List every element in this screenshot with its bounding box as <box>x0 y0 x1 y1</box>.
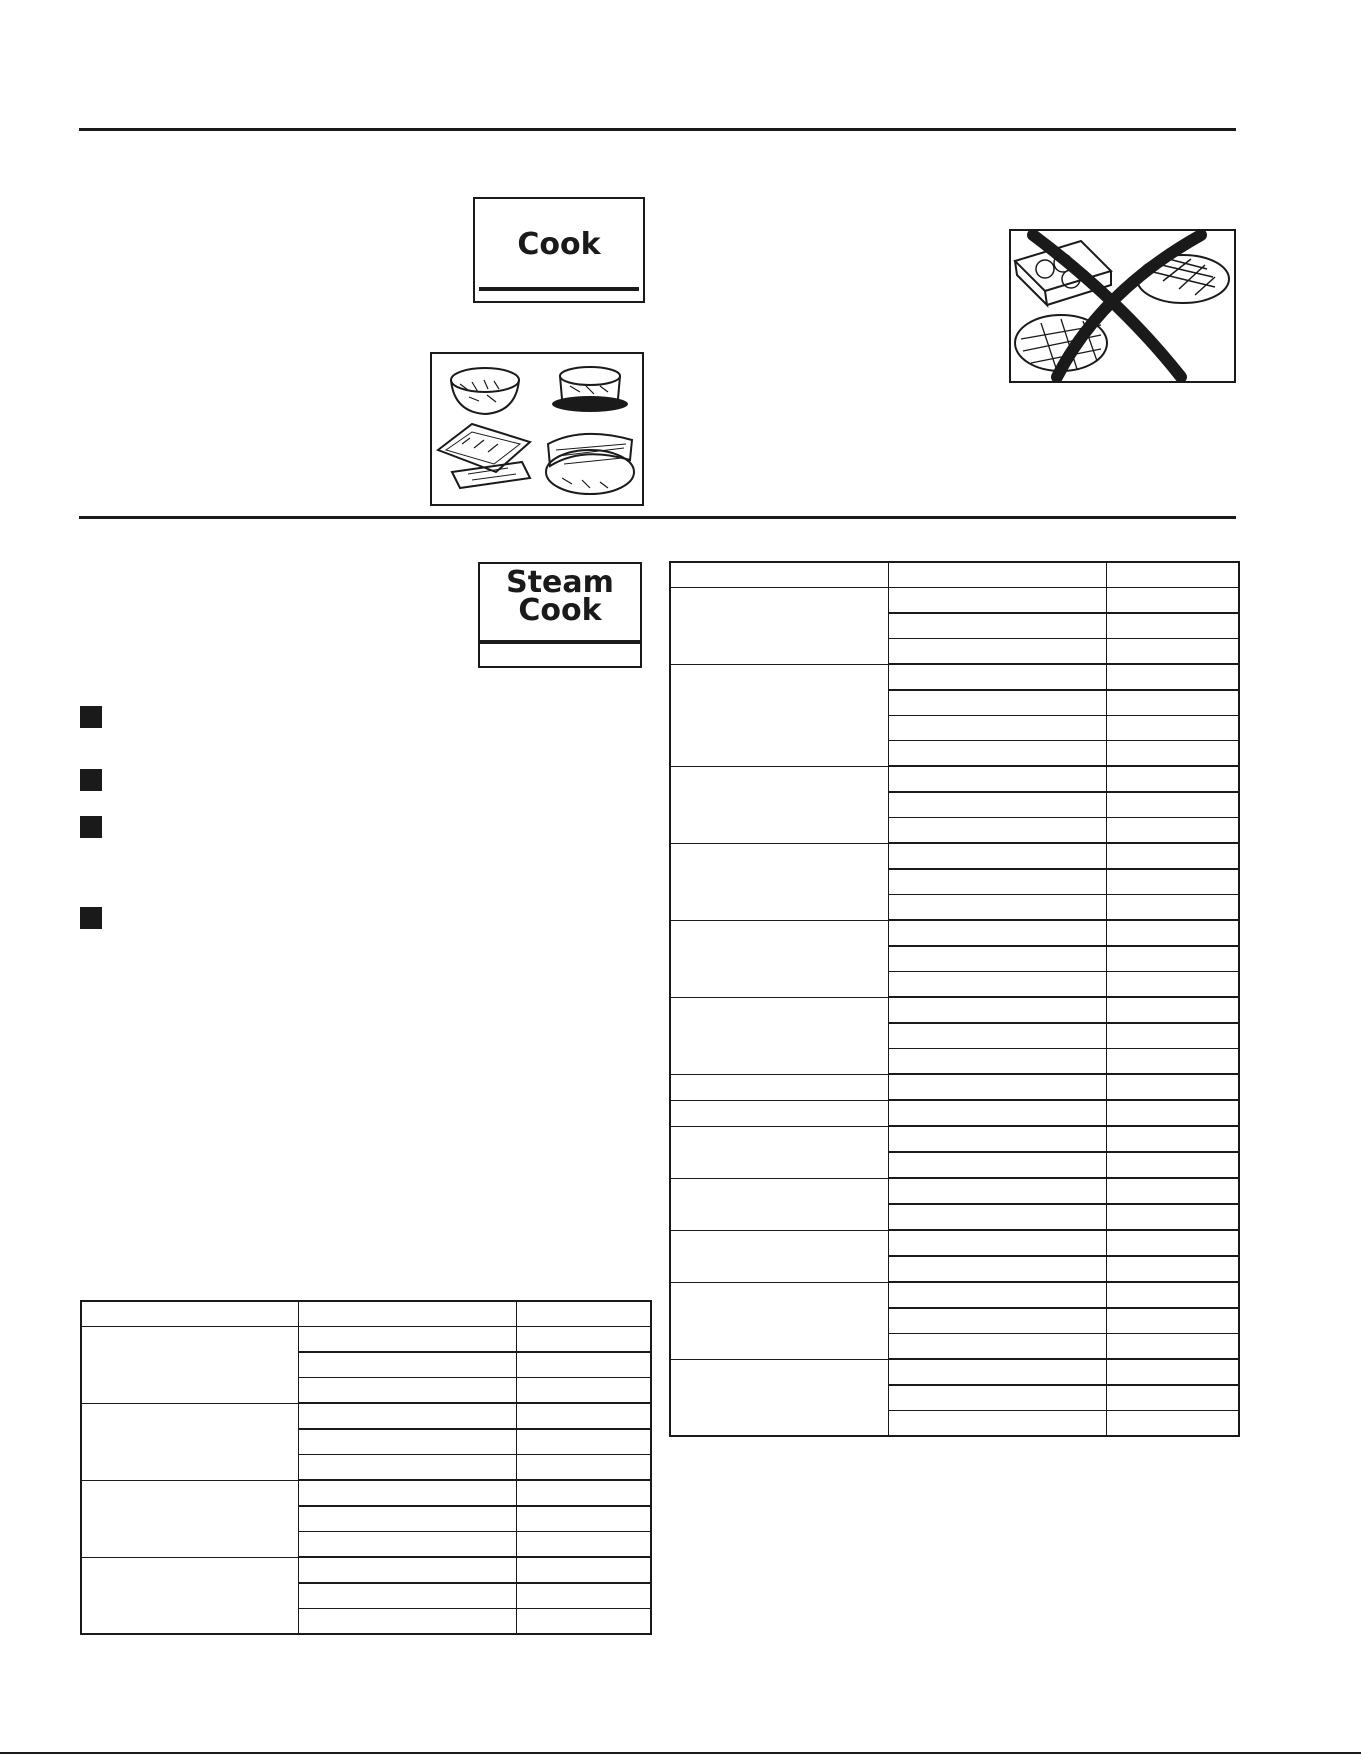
table-cell <box>1106 792 1239 818</box>
table-cell <box>1106 588 1239 614</box>
table-cell <box>1106 1230 1239 1256</box>
table-cell <box>1106 869 1239 895</box>
table-group-cell <box>670 664 888 766</box>
left-cooking-table <box>80 1300 652 1635</box>
table-row <box>670 1230 1239 1256</box>
table-cell <box>1106 639 1239 665</box>
table-group-cell <box>670 1178 888 1230</box>
table-cell <box>1106 1049 1239 1075</box>
right-cooking-table <box>669 561 1240 1437</box>
table-header-cell <box>888 562 1106 588</box>
table-group-cell <box>670 588 888 665</box>
table-cell <box>888 818 1106 844</box>
table-cell <box>888 1385 1106 1411</box>
table-row <box>670 843 1239 869</box>
table-cell <box>298 1506 516 1532</box>
table-cell <box>1106 818 1239 844</box>
table-group-cell <box>670 766 888 843</box>
table-row <box>670 664 1239 690</box>
table-group-cell <box>670 1230 888 1282</box>
table-row <box>670 1282 1239 1308</box>
table-cell <box>1106 741 1239 767</box>
table-row <box>670 1178 1239 1204</box>
table-row <box>81 1403 651 1429</box>
table-cell <box>298 1378 516 1404</box>
table-cell <box>888 639 1106 665</box>
table-row <box>81 1480 651 1506</box>
table-cell <box>298 1455 516 1481</box>
table-cell <box>888 1126 1106 1152</box>
table-group-cell <box>81 1557 298 1634</box>
table-cell <box>1106 920 1239 946</box>
table-cell <box>516 1378 651 1404</box>
table-cell <box>516 1557 651 1583</box>
table-cell <box>888 792 1106 818</box>
table-header-row <box>81 1301 651 1327</box>
table-header-cell <box>670 562 888 588</box>
containers-illustration <box>430 352 644 506</box>
table-cell <box>516 1609 651 1635</box>
table-group-cell <box>670 1126 888 1178</box>
table-cell <box>888 1204 1106 1230</box>
table-cell <box>888 1100 1106 1126</box>
table-cell <box>1106 1178 1239 1204</box>
table-cell <box>516 1480 651 1506</box>
table-cell <box>888 1411 1106 1437</box>
step-marker-1 <box>80 706 102 728</box>
table-cell <box>1106 1385 1239 1411</box>
table-cell <box>888 613 1106 639</box>
table-cell <box>1106 997 1239 1023</box>
table-cell <box>1106 1334 1239 1360</box>
table-cell <box>1106 1308 1239 1334</box>
table-cell <box>298 1352 516 1378</box>
bottom-rule <box>0 1752 1361 1754</box>
table-row <box>670 1359 1239 1385</box>
table-header-cell <box>81 1301 298 1327</box>
table-group-cell <box>670 843 888 920</box>
table-cell <box>888 920 1106 946</box>
table-cell <box>888 1178 1106 1204</box>
steam-cook-label-line2: Cook <box>518 593 602 628</box>
table-cell <box>1106 690 1239 716</box>
table-cell <box>298 1532 516 1558</box>
cook-button-bar <box>479 287 639 291</box>
table-group-cell <box>670 1100 888 1126</box>
table-row <box>670 920 1239 946</box>
step-marker-3 <box>80 816 102 838</box>
table-row <box>670 1074 1239 1100</box>
table-cell <box>298 1403 516 1429</box>
table-cell <box>1106 1100 1239 1126</box>
table-cell <box>1106 1204 1239 1230</box>
table-cell <box>888 1256 1106 1282</box>
table-row <box>670 588 1239 614</box>
table-cell <box>888 1359 1106 1385</box>
table-cell <box>516 1583 651 1609</box>
table-cell <box>888 1230 1106 1256</box>
table-cell <box>888 895 1106 921</box>
table-cell <box>888 664 1106 690</box>
table-group-cell <box>670 1074 888 1100</box>
table-cell <box>1106 1074 1239 1100</box>
table-header-cell <box>1106 562 1239 588</box>
table-header-cell <box>516 1301 651 1327</box>
table-cell <box>516 1352 651 1378</box>
table-cell <box>888 997 1106 1023</box>
table-cell <box>1106 843 1239 869</box>
table-cell <box>888 588 1106 614</box>
table-group-cell <box>670 920 888 997</box>
table-cell <box>888 1152 1106 1178</box>
table-cell <box>888 716 1106 741</box>
table-cell <box>516 1532 651 1558</box>
table-group-cell <box>670 1282 888 1359</box>
table-cell <box>888 869 1106 895</box>
table-group-cell <box>81 1403 298 1480</box>
table-cell <box>888 690 1106 716</box>
table-cell <box>516 1455 651 1481</box>
table-cell <box>298 1609 516 1635</box>
table-group-cell <box>670 997 888 1074</box>
table-cell <box>888 972 1106 998</box>
table-cell <box>1106 1282 1239 1308</box>
step-marker-4 <box>80 907 102 929</box>
table-cell <box>888 1049 1106 1075</box>
steam-cook-label-line1: Steam <box>506 565 614 600</box>
table-cell <box>516 1327 651 1353</box>
table-cell <box>1106 1152 1239 1178</box>
table-cell <box>1106 1023 1239 1049</box>
table-cell <box>1106 766 1239 792</box>
table-cell <box>888 1308 1106 1334</box>
section-rule <box>79 516 1236 519</box>
cook-button-label: Cook <box>517 227 601 262</box>
table-header-row <box>670 562 1239 588</box>
table-cell <box>516 1506 651 1532</box>
table-cell <box>516 1429 651 1455</box>
top-rule <box>79 128 1236 131</box>
no-bakeware-illustration <box>1009 229 1236 383</box>
table-cell <box>298 1480 516 1506</box>
table-cell <box>516 1403 651 1429</box>
table-cell <box>1106 1359 1239 1385</box>
table-cell <box>888 1074 1106 1100</box>
table-cell <box>888 1023 1106 1049</box>
cook-button[interactable] <box>473 197 645 303</box>
table-group-cell <box>81 1480 298 1557</box>
table-row <box>81 1327 651 1353</box>
table-row <box>670 997 1239 1023</box>
table-cell <box>888 1282 1106 1308</box>
table-cell <box>1106 716 1239 741</box>
table-cell <box>1106 972 1239 998</box>
table-cell <box>888 946 1106 972</box>
table-cell <box>298 1429 516 1455</box>
steam-cook-button-bar <box>480 640 640 644</box>
table-cell <box>298 1583 516 1609</box>
table-cell <box>1106 1126 1239 1152</box>
table-row <box>670 766 1239 792</box>
table-cell <box>298 1327 516 1353</box>
table-cell <box>1106 613 1239 639</box>
table-cell <box>888 741 1106 767</box>
step-marker-2 <box>80 769 102 791</box>
steam-cook-button[interactable] <box>478 562 642 668</box>
table-group-cell <box>81 1327 298 1404</box>
table-group-cell <box>670 1359 888 1436</box>
table-row <box>81 1557 651 1583</box>
table-header-cell <box>298 1301 516 1327</box>
table-cell <box>1106 1411 1239 1437</box>
table-cell <box>1106 946 1239 972</box>
table-row <box>670 1126 1239 1152</box>
table-cell <box>1106 664 1239 690</box>
table-cell <box>888 843 1106 869</box>
table-cell <box>1106 1256 1239 1282</box>
table-row <box>670 1100 1239 1126</box>
table-cell <box>888 766 1106 792</box>
table-cell <box>888 1334 1106 1360</box>
table-cell <box>298 1557 516 1583</box>
table-cell <box>1106 895 1239 921</box>
